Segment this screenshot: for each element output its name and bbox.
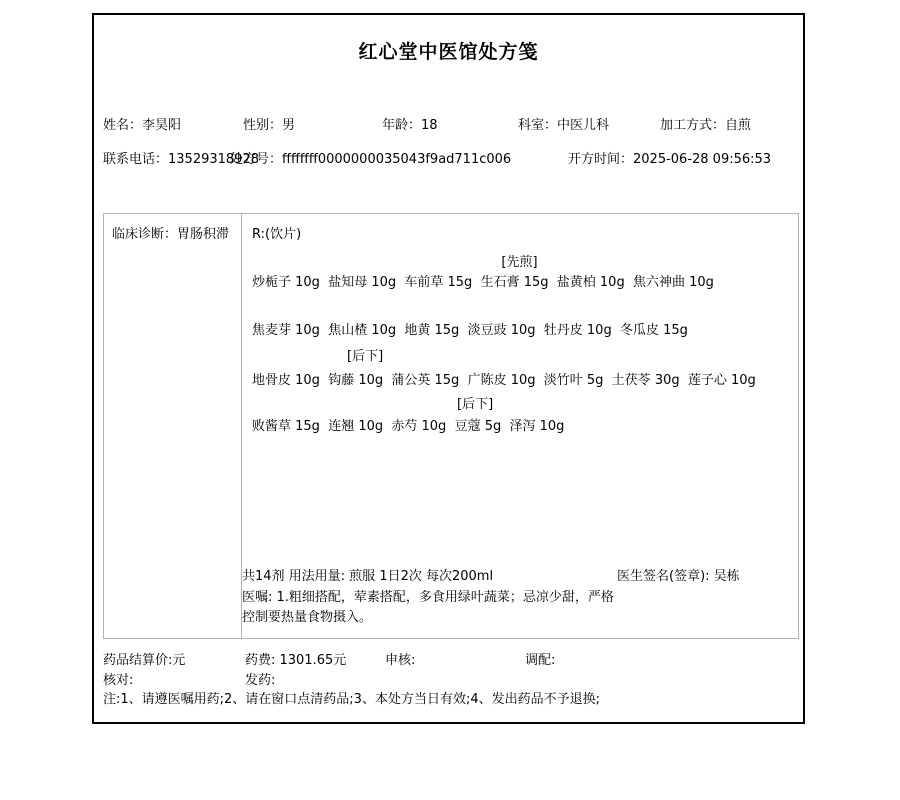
herb-line-2: 焦麦芽 10g 焦山楂 10g 地黄 15g 淡豆豉 10g 牡丹皮 10g 冬瓜皮 15g — [252, 323, 688, 338]
issue-time-field: 开方时间：2025-06-28 09:56:53 — [568, 152, 772, 167]
herb-line-4: 败酱草 15g 连翘 10g 赤芍 10g 豆蔻 5g 泽泻 10g — [252, 419, 565, 434]
medical-advice-line-2: 控制要热量食物摄入。 — [242, 610, 373, 625]
herb-line-3: 地骨皮 10g 钩藤 10g 蒲公英 15g 广陈皮 10g 淡竹叶 5g 土茯苓 30g 莲子心 10g — [252, 373, 756, 388]
medicine-fee-field: 药费: 1301.65元 — [245, 653, 347, 668]
review-field: 申核: — [385, 653, 416, 668]
department-field: 科室：中医儿科 — [518, 118, 610, 133]
issue-field: 发药: — [245, 673, 276, 688]
patient-sex-field: 性别：男 — [243, 118, 296, 133]
page-title: 红心堂中医馆处方笺 — [358, 41, 539, 63]
settlement-price-field: 药品结算价:元 — [103, 653, 186, 668]
decoct-first-tag: [先煎] — [501, 255, 538, 270]
patient-age-field: 年龄：18 — [382, 118, 438, 133]
prescription-sheet — [92, 13, 805, 724]
clinical-diagnosis: 临床诊断：胃肠积滞 — [112, 227, 230, 242]
decoct-later-tag-2: [后下] — [457, 397, 494, 412]
herb-line-1: 炒栀子 10g 盐知母 10g 车前草 15g 生石膏 15g 盐黄柏 10g 焦六神曲 10g — [252, 275, 714, 290]
patient-name-field: 姓名：李昊阳 — [103, 118, 182, 133]
footer-note: 注:1、请遵医嘱用药;2、请在窗口点清药品;3、本处方当日有效;4、发出药品不予退换; — [103, 692, 600, 707]
prescription-no-field: 处方号：ffffffff0000000035043f9ad711c006 — [230, 152, 512, 167]
rx-header: R:(饮片) — [252, 227, 302, 242]
doctor-signature: 医生签名(签章): 吴栋 — [617, 569, 740, 584]
prescription-box — [103, 213, 799, 639]
decoct-later-tag-1: [后下] — [347, 349, 384, 364]
contact-phone-field: 联系电话：13529318928 — [103, 152, 259, 167]
dosage-usage-line: 共14剂 用法用量: 煎服 1日2次 每次200ml — [242, 569, 494, 584]
check-field: 核对: — [103, 673, 134, 688]
dispense-prep-field: 调配: — [525, 653, 556, 668]
processing-mode-field: 加工方式：自煎 — [660, 118, 752, 133]
medical-advice-line-1: 医嘱: 1.粗细搭配，荤素搭配，多食用绿叶蔬菜；忌凉少甜，严格 — [242, 590, 614, 605]
